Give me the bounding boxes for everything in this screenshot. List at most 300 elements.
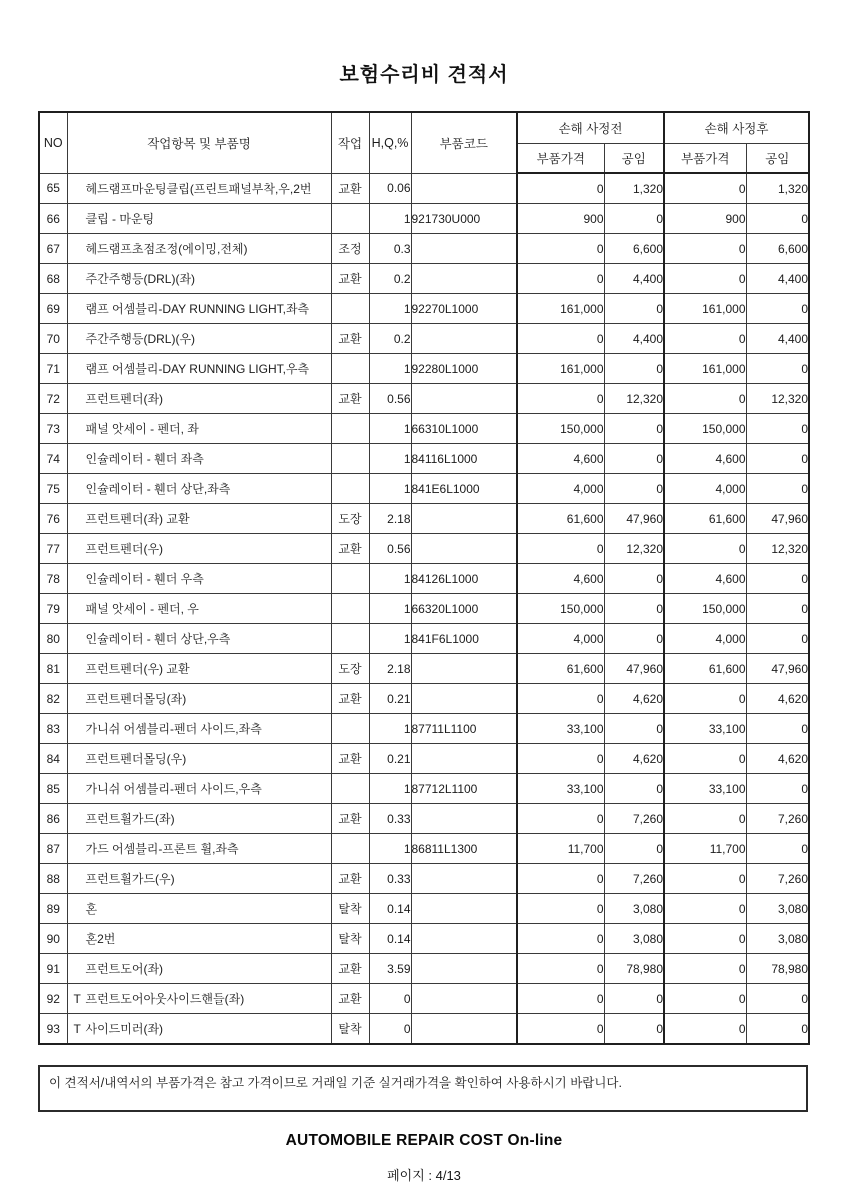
part-code: 87711L1100 (411, 714, 517, 744)
post-part-price: 61,600 (664, 654, 746, 684)
post-part-price: 0 (664, 984, 746, 1014)
col-header-item: 작업항목 및 부품명 (67, 112, 331, 173)
pre-part-price: 0 (517, 804, 604, 834)
pre-part-price: 0 (517, 894, 604, 924)
hq-value: 1 (369, 414, 411, 444)
row-number: 86 (39, 804, 67, 834)
row-number: 72 (39, 384, 67, 414)
pre-labor: 4,620 (604, 684, 664, 714)
part-name-cell (67, 234, 331, 264)
part-name: 혼2번 (85, 932, 116, 946)
pre-part-price: 0 (517, 264, 604, 294)
brand-footer: AUTOMOBILE REPAIR COST On-line (285, 1132, 563, 1149)
pre-part-price: 0 (517, 1014, 604, 1045)
post-part-price: 4,600 (664, 564, 746, 594)
post-labor: 7,260 (746, 804, 809, 834)
pre-labor: 0 (604, 984, 664, 1014)
col-header-pre-labor: 공임 (604, 144, 664, 174)
row-number: 76 (39, 504, 67, 534)
hq-value: 0 (369, 984, 411, 1014)
pre-labor: 7,260 (604, 864, 664, 894)
part-name-cell (67, 173, 331, 204)
post-part-price: 0 (664, 234, 746, 264)
part-name: 사이드미러(좌) (85, 1022, 164, 1036)
row-number: 85 (39, 774, 67, 804)
pre-part-price: 161,000 (517, 294, 604, 324)
work-type (331, 594, 369, 624)
header-group-row (39, 112, 809, 144)
part-name-cell (67, 924, 331, 954)
post-labor: 7,260 (746, 864, 809, 894)
post-labor: 78,980 (746, 954, 809, 984)
pre-labor: 0 (604, 294, 664, 324)
part-name: 프런트펜더(우) 교환 (85, 662, 190, 676)
col-group-pre-assessment: 손해 사정전 (517, 112, 664, 144)
row-number: 87 (39, 834, 67, 864)
part-code (411, 534, 517, 564)
row-number: 68 (39, 264, 67, 294)
pre-labor: 0 (604, 414, 664, 444)
hq-value: 0.33 (369, 864, 411, 894)
part-name-cell (67, 954, 331, 984)
part-name-cell (67, 534, 331, 564)
part-name-cell (67, 474, 331, 504)
hq-value: 0.56 (369, 384, 411, 414)
table-row (39, 264, 809, 294)
part-name-cell (67, 444, 331, 474)
pre-labor: 47,960 (604, 504, 664, 534)
row-number: 82 (39, 684, 67, 714)
table-row (39, 594, 809, 624)
pre-part-price: 0 (517, 864, 604, 894)
work-type (331, 624, 369, 654)
table-row (39, 924, 809, 954)
part-name-cell (67, 504, 331, 534)
post-part-price: 150,000 (664, 414, 746, 444)
part-code (411, 264, 517, 294)
post-labor: 0 (746, 294, 809, 324)
post-labor: 0 (746, 594, 809, 624)
post-part-price: 0 (664, 264, 746, 294)
pre-part-price: 11,700 (517, 834, 604, 864)
part-code (411, 234, 517, 264)
pre-labor: 0 (604, 444, 664, 474)
work-type (331, 294, 369, 324)
part-name: 인슐레이터 - 휀더 상단,좌측 (85, 482, 231, 496)
table-row (39, 444, 809, 474)
post-part-price: 4,000 (664, 624, 746, 654)
post-part-price: 61,600 (664, 504, 746, 534)
table-row (39, 414, 809, 444)
part-name: 프런트펜더(좌) 교환 (85, 512, 190, 526)
col-header-work: 작업 (331, 112, 369, 173)
work-type: 탈착 (331, 1014, 369, 1045)
part-code: 92280L1000 (411, 354, 517, 384)
hq-value: 1 (369, 834, 411, 864)
pre-labor: 7,260 (604, 804, 664, 834)
row-number: 73 (39, 414, 67, 444)
post-labor: 12,320 (746, 534, 809, 564)
hq-value: 3.59 (369, 954, 411, 984)
part-name-cell (67, 864, 331, 894)
part-code (411, 173, 517, 204)
col-header-code: 부품코드 (411, 112, 517, 173)
work-type: 교환 (331, 384, 369, 414)
col-header-post-labor: 공임 (746, 144, 809, 174)
hq-value: 1 (369, 564, 411, 594)
pre-labor: 3,080 (604, 894, 664, 924)
part-code (411, 504, 517, 534)
post-labor: 4,620 (746, 684, 809, 714)
pre-labor: 0 (604, 1014, 664, 1045)
post-part-price: 161,000 (664, 294, 746, 324)
page-number: 페이지 : 4/13 (387, 1168, 461, 1183)
work-type: 탈착 (331, 894, 369, 924)
part-name: 인슐레이터 - 휀더 우측 (85, 572, 204, 586)
work-type: 교환 (331, 744, 369, 774)
pre-labor: 0 (604, 204, 664, 234)
part-name-cell (67, 594, 331, 624)
table-body (39, 173, 809, 1044)
part-code (411, 894, 517, 924)
col-header-no: NO (39, 112, 67, 173)
row-number: 66 (39, 204, 67, 234)
page-title: 보험수리비 견적서 (339, 64, 509, 86)
table-row (39, 654, 809, 684)
part-name: 프런트휠가드(우) (85, 872, 175, 886)
post-labor: 4,400 (746, 324, 809, 354)
row-number: 65 (39, 173, 67, 204)
table-row (39, 204, 809, 234)
table-row (39, 684, 809, 714)
part-name-cell (67, 414, 331, 444)
pre-labor: 0 (604, 474, 664, 504)
pre-labor: 47,960 (604, 654, 664, 684)
pre-part-price: 150,000 (517, 594, 604, 624)
part-name: 램프 어셈블리-DAY RUNNING LIGHT,좌측 (85, 302, 310, 316)
part-name-cell (67, 264, 331, 294)
post-part-price: 161,000 (664, 354, 746, 384)
pre-part-price: 4,000 (517, 624, 604, 654)
part-name: 헤드램프초점조정(에이밍,전체) (85, 242, 248, 256)
hq-value: 1 (369, 294, 411, 324)
post-part-price: 0 (664, 864, 746, 894)
row-prefix: T (73, 992, 81, 1006)
hq-value: 0.14 (369, 894, 411, 924)
pre-labor: 0 (604, 834, 664, 864)
row-number: 67 (39, 234, 67, 264)
pre-labor: 4,400 (604, 324, 664, 354)
table-row (39, 774, 809, 804)
pre-part-price: 4,600 (517, 444, 604, 474)
part-name-cell (67, 354, 331, 384)
post-part-price: 0 (664, 1014, 746, 1045)
notice-text: 이 견적서/내역서의 부품가격은 참고 가격이므로 거래일 기준 실거래가격을 확인하여 사용하시기 바랍니다. (49, 1076, 622, 1090)
part-code: 841E6L1000 (411, 474, 517, 504)
part-code: 84126L1000 (411, 564, 517, 594)
pre-labor: 78,980 (604, 954, 664, 984)
table-row (39, 384, 809, 414)
row-number: 75 (39, 474, 67, 504)
pre-part-price: 0 (517, 384, 604, 414)
work-type (331, 444, 369, 474)
part-name-cell (67, 324, 331, 354)
hq-value: 1 (369, 444, 411, 474)
pre-part-price: 0 (517, 324, 604, 354)
row-number: 90 (39, 924, 67, 954)
post-part-price: 0 (664, 173, 746, 204)
part-name-cell (67, 984, 331, 1014)
table-row (39, 504, 809, 534)
post-part-price: 4,600 (664, 444, 746, 474)
post-part-price: 0 (664, 534, 746, 564)
post-labor: 3,080 (746, 924, 809, 954)
post-part-price: 0 (664, 324, 746, 354)
post-labor: 0 (746, 624, 809, 654)
post-labor: 4,400 (746, 264, 809, 294)
hq-value: 1 (369, 714, 411, 744)
part-name-cell (67, 684, 331, 714)
part-code: 92270L1000 (411, 294, 517, 324)
part-name-cell (67, 894, 331, 924)
hq-value: 2.18 (369, 654, 411, 684)
row-number: 81 (39, 654, 67, 684)
pre-part-price: 0 (517, 684, 604, 714)
table-row (39, 294, 809, 324)
hq-value: 1 (369, 624, 411, 654)
post-labor: 47,960 (746, 654, 809, 684)
work-type (331, 414, 369, 444)
pre-part-price: 0 (517, 534, 604, 564)
work-type: 탈착 (331, 924, 369, 954)
part-name-cell (67, 1014, 331, 1045)
pre-labor: 0 (604, 624, 664, 654)
col-header-hq: H,Q,% (369, 112, 411, 173)
part-code (411, 954, 517, 984)
part-name-cell (67, 804, 331, 834)
row-number: 70 (39, 324, 67, 354)
post-labor: 0 (746, 354, 809, 384)
work-type: 교환 (331, 264, 369, 294)
work-type (331, 474, 369, 504)
part-name: 주간주행등(DRL)(좌) (85, 272, 196, 286)
table-row (39, 534, 809, 564)
part-name: 가니쉬 어셈블리-펜더 사이드,우측 (85, 782, 262, 796)
post-labor: 0 (746, 834, 809, 864)
hq-value: 0.33 (369, 804, 411, 834)
part-code: 66320L1000 (411, 594, 517, 624)
table-row (39, 804, 809, 834)
part-name: 프런트펜더(좌) (85, 392, 164, 406)
part-name: 패널 앗세이 - 펜더, 우 (85, 602, 199, 616)
part-name-cell (67, 714, 331, 744)
part-code (411, 864, 517, 894)
pre-part-price: 61,600 (517, 654, 604, 684)
work-type: 조정 (331, 234, 369, 264)
hq-value: 0.21 (369, 744, 411, 774)
post-part-price: 0 (664, 924, 746, 954)
part-code: 86811L1300 (411, 834, 517, 864)
pre-part-price: 150,000 (517, 414, 604, 444)
hq-value: 0.56 (369, 534, 411, 564)
pre-part-price: 0 (517, 234, 604, 264)
col-group-post-assessment: 손해 사정후 (664, 112, 809, 144)
row-prefix: T (73, 1022, 81, 1036)
pre-labor: 0 (604, 774, 664, 804)
pre-labor: 0 (604, 594, 664, 624)
pre-part-price: 33,100 (517, 714, 604, 744)
part-code: 84116L1000 (411, 444, 517, 474)
row-number: 89 (39, 894, 67, 924)
table-row (39, 714, 809, 744)
row-number: 80 (39, 624, 67, 654)
work-type: 교환 (331, 324, 369, 354)
notice-box (38, 1065, 808, 1112)
work-type: 교환 (331, 173, 369, 204)
post-part-price: 33,100 (664, 714, 746, 744)
hq-value: 1 (369, 474, 411, 504)
table-row (39, 1014, 809, 1045)
part-name-cell (67, 834, 331, 864)
part-code: 841F6L1000 (411, 624, 517, 654)
hq-value: 1 (369, 774, 411, 804)
table-row (39, 474, 809, 504)
part-code (411, 924, 517, 954)
work-type: 도장 (331, 504, 369, 534)
table-row (39, 984, 809, 1014)
post-part-price: 0 (664, 804, 746, 834)
hq-value: 0.21 (369, 684, 411, 714)
post-part-price: 4,000 (664, 474, 746, 504)
pre-part-price: 0 (517, 924, 604, 954)
post-labor: 0 (746, 1014, 809, 1045)
row-number: 93 (39, 1014, 67, 1045)
work-type: 교환 (331, 954, 369, 984)
row-number: 79 (39, 594, 67, 624)
part-name-cell (67, 624, 331, 654)
table-row (39, 234, 809, 264)
table-row (39, 324, 809, 354)
part-code (411, 384, 517, 414)
post-part-price: 0 (664, 684, 746, 714)
part-name: 가니쉬 어셈블리-펜더 사이드,좌측 (85, 722, 262, 736)
part-code (411, 984, 517, 1014)
part-code (411, 324, 517, 354)
pre-labor: 1,320 (604, 173, 664, 204)
post-labor: 0 (746, 444, 809, 474)
hq-value: 1 (369, 204, 411, 234)
work-type: 교환 (331, 534, 369, 564)
table-row (39, 564, 809, 594)
pre-part-price: 4,600 (517, 564, 604, 594)
pre-part-price: 0 (517, 954, 604, 984)
part-name-cell (67, 654, 331, 684)
hq-value: 1 (369, 594, 411, 624)
work-type: 도장 (331, 654, 369, 684)
hq-value: 1 (369, 354, 411, 384)
table-row (39, 954, 809, 984)
part-name: 인슐레이터 - 휀더 상단,우측 (85, 632, 231, 646)
part-name: 인슐레이터 - 휀더 좌측 (85, 452, 204, 466)
pre-part-price: 0 (517, 744, 604, 774)
part-name: 프런트도어(좌) (85, 962, 164, 976)
post-part-price: 11,700 (664, 834, 746, 864)
part-name: 프런트도어아웃사이드핸들(좌) (85, 992, 245, 1006)
post-labor: 0 (746, 474, 809, 504)
pre-part-price: 4,000 (517, 474, 604, 504)
part-name: 프런트펜더몰딩(좌) (85, 692, 187, 706)
work-type (331, 714, 369, 744)
table-header (39, 112, 809, 173)
row-number: 74 (39, 444, 67, 474)
part-name: 프런트펜더(우) (85, 542, 164, 556)
row-number: 91 (39, 954, 67, 984)
part-name-cell (67, 774, 331, 804)
part-name: 클립 - 마운팅 (85, 212, 155, 226)
table-row (39, 173, 809, 204)
work-type: 교환 (331, 864, 369, 894)
row-number: 78 (39, 564, 67, 594)
hq-value: 0.3 (369, 234, 411, 264)
post-part-price: 0 (664, 384, 746, 414)
post-part-price: 0 (664, 744, 746, 774)
row-number: 92 (39, 984, 67, 1014)
part-name-cell (67, 204, 331, 234)
estimate-table (38, 111, 810, 1045)
post-part-price: 0 (664, 894, 746, 924)
row-number: 83 (39, 714, 67, 744)
post-labor: 0 (746, 204, 809, 234)
pre-labor: 12,320 (604, 534, 664, 564)
pre-part-price: 900 (517, 204, 604, 234)
part-name: 프런트펜더몰딩(우) (85, 752, 187, 766)
part-name: 패널 앗세이 - 펜더, 좌 (85, 422, 199, 436)
hq-value: 0.06 (369, 173, 411, 204)
post-labor: 0 (746, 774, 809, 804)
part-code: 66310L1000 (411, 414, 517, 444)
table-row (39, 624, 809, 654)
part-code (411, 744, 517, 774)
post-labor: 47,960 (746, 504, 809, 534)
work-type (331, 834, 369, 864)
row-number: 69 (39, 294, 67, 324)
hq-value: 2.18 (369, 504, 411, 534)
pre-labor: 4,620 (604, 744, 664, 774)
post-labor: 3,080 (746, 894, 809, 924)
hq-value: 0 (369, 1014, 411, 1045)
post-part-price: 150,000 (664, 594, 746, 624)
pre-part-price: 61,600 (517, 504, 604, 534)
pre-labor: 0 (604, 564, 664, 594)
pre-labor: 0 (604, 354, 664, 384)
pre-labor: 6,600 (604, 234, 664, 264)
part-code (411, 804, 517, 834)
post-labor: 12,320 (746, 384, 809, 414)
pre-part-price: 0 (517, 173, 604, 204)
post-labor: 0 (746, 984, 809, 1014)
hq-value: 0.2 (369, 324, 411, 354)
part-name-cell (67, 294, 331, 324)
part-name-cell (67, 744, 331, 774)
work-type (331, 564, 369, 594)
work-type (331, 774, 369, 804)
part-name: 램프 어셈블리-DAY RUNNING LIGHT,우측 (85, 362, 310, 376)
post-labor: 0 (746, 714, 809, 744)
post-labor: 1,320 (746, 173, 809, 204)
post-labor: 0 (746, 414, 809, 444)
pre-labor: 12,320 (604, 384, 664, 414)
part-code: 87712L1100 (411, 774, 517, 804)
